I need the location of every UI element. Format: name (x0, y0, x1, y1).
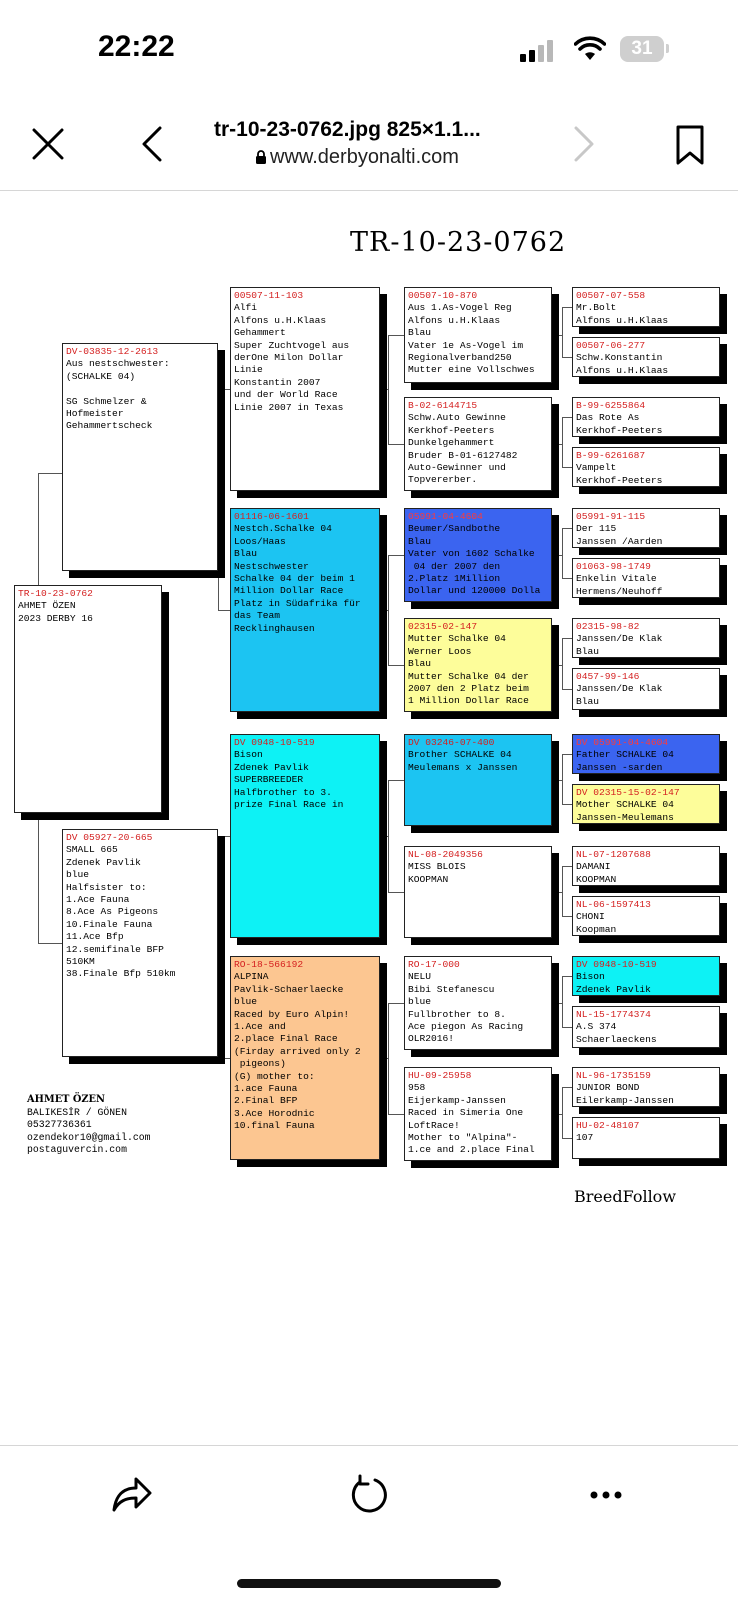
connector-line (388, 892, 404, 893)
connector-line (562, 528, 563, 578)
ring-number: 01063-98-1749 (576, 561, 651, 572)
pedigree-great-grandparent[interactable] (404, 397, 552, 491)
pedigree-title: TR-10-23-0762 (350, 227, 567, 258)
bird-details: CHONI Koopman (576, 911, 617, 935)
connector-line (562, 528, 572, 529)
owner-phone: 05327736361 (27, 1119, 92, 1130)
bird-details: Janssen/De Klak Blau (576, 633, 663, 657)
connector-line (562, 467, 572, 468)
connector-line (218, 836, 230, 837)
connector-line (552, 780, 562, 781)
pedigree-great-grandparent[interactable] (404, 618, 552, 712)
pedigree-g4-ancestor[interactable] (572, 1117, 720, 1159)
ring-number: 05991-91-115 (576, 511, 646, 522)
connector-line (388, 335, 389, 444)
pedigree-g4-ancestor[interactable] (572, 447, 720, 487)
connector-line (218, 1058, 230, 1059)
ring-number: 02315-02-147 (408, 621, 478, 632)
connector-line (38, 943, 62, 944)
bird-details: Father SCHALKE 04 Janssen -sarden (576, 749, 674, 773)
connector-line (562, 357, 572, 358)
ring-number: HU-02-48107 (576, 1120, 640, 1131)
connector-line (562, 976, 563, 1027)
pedigree-great-grandparent[interactable] (404, 1067, 552, 1161)
owner-name: AHMET ÖZEN (27, 1094, 105, 1105)
pedigree-grandparent[interactable] (230, 508, 380, 712)
bird-details: Schw.Auto Gewinne Kerkhof-Peeters Dunkelgehammert Bruder B-01-6127482 Auto-Gewinner und Topvererber. (408, 412, 518, 486)
refresh-icon[interactable] (348, 1474, 390, 1516)
ring-number: 05991-04-4604 (408, 511, 483, 522)
bird-details: Nestch.Schalke 04 Loos/Haas Blau Nestschwester Schalke 04 der beim 1 Million Dollar Race Platz in Südafrika für das Team Recklinghausen (234, 523, 361, 634)
home-indicator[interactable] (237, 1579, 501, 1588)
connector-line (388, 444, 404, 445)
connector-line (388, 335, 404, 336)
connector-line (380, 389, 388, 390)
ring-number: TR-10-23-0762 (18, 588, 93, 599)
bird-details: NELU Bibi Stefanescu blue Fullbrother to 8. Ace piegon As Racing OLR2016! (408, 971, 524, 1045)
ring-number: DV 0948-10-519 (234, 737, 315, 748)
connector-line (562, 916, 572, 917)
pedigree-g4-ancestor[interactable] (572, 668, 720, 710)
ring-number: B-99-6255864 (576, 400, 646, 411)
battery-level: 31 (631, 38, 653, 59)
bird-details: Brother SCHALKE 04 Meulemans x Janssen (408, 749, 518, 773)
connector-line (562, 307, 563, 357)
forward-icon[interactable] (572, 126, 596, 162)
ring-number: 00507-10-870 (408, 290, 478, 301)
owner-city: BALIKESİR / GÖNEN (27, 1106, 127, 1118)
connector-line (218, 836, 219, 1058)
bird-details: AHMET ÖZEN 2023 DERBY 16 (18, 600, 93, 624)
connector-line (388, 780, 404, 781)
battery-tip (666, 44, 669, 53)
connector-line (562, 866, 563, 916)
bird-details: Mutter Schalke 04 Werner Loos Blau Mutter Schalke 04 der 2007 den 2 Platz beim 1 Million Dollar Race (408, 633, 529, 707)
connector-line (388, 555, 404, 556)
pedigree-grandparent[interactable] (230, 956, 380, 1160)
pedigree-g4-ancestor[interactable] (572, 784, 720, 824)
bird-details: Aus nestschwester: (SCHALKE 04) SG Schmelzer & Hofmeister Gehammertscheck (66, 358, 170, 432)
pedigree-g4-ancestor[interactable] (572, 896, 720, 936)
pedigree-g4-ancestor[interactable] (572, 734, 720, 774)
pedigree-g4-ancestor[interactable] (572, 337, 720, 377)
ring-number: DV 05927-20-665 (66, 832, 153, 843)
connector-line (388, 665, 404, 666)
connector-line (38, 473, 39, 585)
pedigree-great-grandparent[interactable] (404, 956, 552, 1050)
pedigree-g4-ancestor[interactable] (572, 397, 720, 437)
connector-line (552, 444, 562, 445)
ring-number: DV 02315-15-02-147 (576, 787, 680, 798)
connector-line (388, 1114, 404, 1115)
battery-icon (620, 36, 664, 62)
connector-line (552, 335, 562, 336)
ring-number: DV 0948-10-519 (576, 959, 657, 970)
ring-number: NL-06-1597413 (576, 899, 651, 910)
pedigree-grandparent[interactable] (230, 287, 380, 491)
bird-details: Mr.Bolt Alfons u.H.Klaas (576, 302, 669, 326)
bird-details: A.S 374 Schaerlaeckens (576, 1021, 657, 1045)
ring-number: RO-17-000 (408, 959, 460, 970)
connector-line (562, 754, 572, 755)
bird-details: 107 (576, 1132, 594, 1144)
pedigree-great-grandparent[interactable] (404, 508, 552, 602)
ring-number: 00507-06-277 (576, 340, 646, 351)
close-icon[interactable] (32, 128, 64, 160)
bird-details: Alfi Alfons u.H.Klaas Gehammert Super Zuchtvogel aus derOne Milon Dollar Linie Konstantin 2007 und der World Race Linie 2007 in Texas (234, 302, 350, 413)
pedigree-g4-ancestor[interactable] (572, 1006, 720, 1048)
ring-number: 00507-11-103 (234, 290, 304, 301)
connector-line (552, 892, 562, 893)
bird-details: Enkelin Vitale Hermens/Neuhoff (576, 573, 663, 597)
connector-line (562, 804, 572, 805)
connector-line (388, 780, 389, 892)
bird-details: Beumer/Sandbothe Blau Vater von 1602 Schalke 04 der 2007 den 2.Platz 1Million Dollar und 120000 Dolla (408, 523, 541, 597)
bird-details: Vampelt Kerkhof-Peeters (576, 462, 663, 486)
connector-line (562, 1027, 572, 1028)
ring-number: HU-09-25958 (408, 1070, 472, 1081)
status-time: 22:22 (98, 30, 175, 63)
bird-details: Bison Zdenek Pavlik SUPERBREEDER Halfbrother to 3. prize Final Race in (234, 749, 344, 811)
bird-details: Aus 1.As-Vogel Reg Alfons u.H.Klaas Blau Vater 1e As-Vogel im Regionalverband250 Mutter eine Vollschwes (408, 302, 535, 376)
connector-line (388, 555, 389, 665)
connector-line (388, 1003, 389, 1114)
ring-number: DV-03835-12-2613 (66, 346, 159, 357)
ring-number: B-99-6261687 (576, 450, 646, 461)
ring-number: DV 03246-07-400 (408, 737, 495, 748)
pedigree-g4-ancestor[interactable] (572, 287, 720, 327)
pedigree-grandparent[interactable] (230, 734, 380, 938)
bird-details: Der 115 Janssen /Aarden (576, 523, 663, 547)
bird-details: Das Rote As Kerkhof-Peeters (576, 412, 663, 436)
bird-details: ALPINA Pavlik-Schaerlaecke blue Raced by Euro Alpin! 1.Ace and 2.place Final Race (Firday arrived only 2 pigeons) (G) mother to: 1.ace Fauna 2.Final BFP 3.Ace Horodnic 10.final Fauna (234, 971, 361, 1132)
ring-number: NL-07-1207688 (576, 849, 651, 860)
bird-details: Schw.Konstantin Alfons u.H.Klaas (576, 352, 669, 376)
connector-line (562, 307, 572, 308)
pedigree-g4-ancestor[interactable] (572, 846, 720, 886)
pedigree-great-grandparent[interactable] (404, 734, 552, 826)
connector-line (562, 866, 572, 867)
ring-number: 01116-06-1601 (234, 511, 309, 522)
url-text: www.derbyonalti.com (270, 146, 459, 168)
brand-watermark: BreedFollow (574, 1187, 677, 1206)
ring-number: NL-08-2049356 (408, 849, 483, 860)
pedigree-sire[interactable] (62, 343, 218, 571)
pedigree-great-grandparent[interactable] (404, 846, 552, 938)
connector-line (380, 610, 388, 611)
connector-line (562, 1087, 563, 1138)
connector-line (38, 813, 39, 943)
owner-info (27, 1094, 150, 1157)
owner-site: postaguvercin.com (27, 1144, 127, 1155)
connector-line (388, 1003, 404, 1004)
connector-line (380, 1058, 388, 1059)
connector-line (562, 1138, 572, 1139)
ring-number: 00507-07-558 (576, 290, 646, 301)
ring-number: NL-15-1774374 (576, 1009, 651, 1020)
page-title: tr-10-23-0762.jpg 825×1.1... (214, 118, 481, 141)
ring-number: RO-18-566192 (234, 959, 304, 970)
ring-number: B-02-6144715 (408, 400, 478, 411)
share-icon[interactable] (110, 1474, 154, 1514)
connector-line (552, 555, 562, 556)
bird-details: Janssen/De Klak Blau (576, 683, 663, 707)
bookmark-icon[interactable] (675, 124, 705, 166)
pedigree-g4-ancestor[interactable] (572, 956, 720, 996)
connector-line (562, 638, 563, 689)
connector-line (562, 578, 572, 579)
bird-details: 958 Eijerkamp-Janssen Raced in Simeria One LoftRace! Mother to "Alpina"- 1.ce and 2.place Final (408, 1082, 535, 1156)
connector-line (38, 473, 62, 474)
wifi-icon (574, 36, 606, 62)
bird-details: DAMANI KOOPMAN (576, 861, 617, 885)
connector-line (562, 417, 563, 467)
back-icon[interactable] (140, 126, 164, 162)
connector-line (552, 665, 562, 666)
bird-details: SMALL 665 Zdenek Pavlik blue Halfsister to: 1.Ace Fauna 8.Ace As Pigeons 10.Finale Fauna 11.Ace Bfp 12.semifinale BFP 510KM 38.Finale Bfp 510km (66, 844, 176, 980)
connector-line (218, 389, 230, 390)
ring-number: 02315-98-82 (576, 621, 640, 632)
connector-line (380, 836, 388, 837)
connector-line (562, 976, 572, 977)
pedigree-g4-ancestor[interactable] (572, 508, 720, 548)
connector-line (562, 638, 572, 639)
pedigree-g4-ancestor[interactable] (572, 618, 720, 658)
toolbar-divider (0, 1445, 738, 1446)
connector-line (562, 754, 563, 804)
connector-line (562, 689, 572, 690)
connector-line (562, 417, 572, 418)
connector-line (218, 389, 219, 610)
connector-line (552, 1003, 562, 1004)
more-icon[interactable] (590, 1490, 622, 1500)
ring-number: NL-96-1735159 (576, 1070, 651, 1081)
signal-icon (520, 40, 554, 62)
pedigree-g4-ancestor[interactable] (572, 558, 720, 598)
connector-line (562, 1087, 572, 1088)
bird-details: Bison Zdenek Pavlik (576, 971, 651, 995)
owner-email: ozendekor10@gmail.com (27, 1131, 151, 1143)
pedigree-dam[interactable] (62, 829, 218, 1057)
connector-line (552, 1114, 562, 1115)
bird-details: MISS BLOIS KOOPMAN (408, 861, 466, 885)
ring-number: 0457-99-146 (576, 671, 640, 682)
bird-details: JUNIOR BOND Eilerkamp-Janssen (576, 1082, 674, 1106)
bird-details: Mother SCHALKE 04 Janssen-Meulemans (576, 799, 674, 823)
pedigree-great-grandparent[interactable] (404, 287, 552, 383)
ring-number: DV 05991-04-4604 (576, 737, 669, 748)
page-url[interactable] (254, 146, 459, 169)
connector-line (218, 610, 230, 611)
pedigree-subject[interactable] (14, 585, 162, 813)
pedigree-g4-ancestor[interactable] (572, 1067, 720, 1107)
